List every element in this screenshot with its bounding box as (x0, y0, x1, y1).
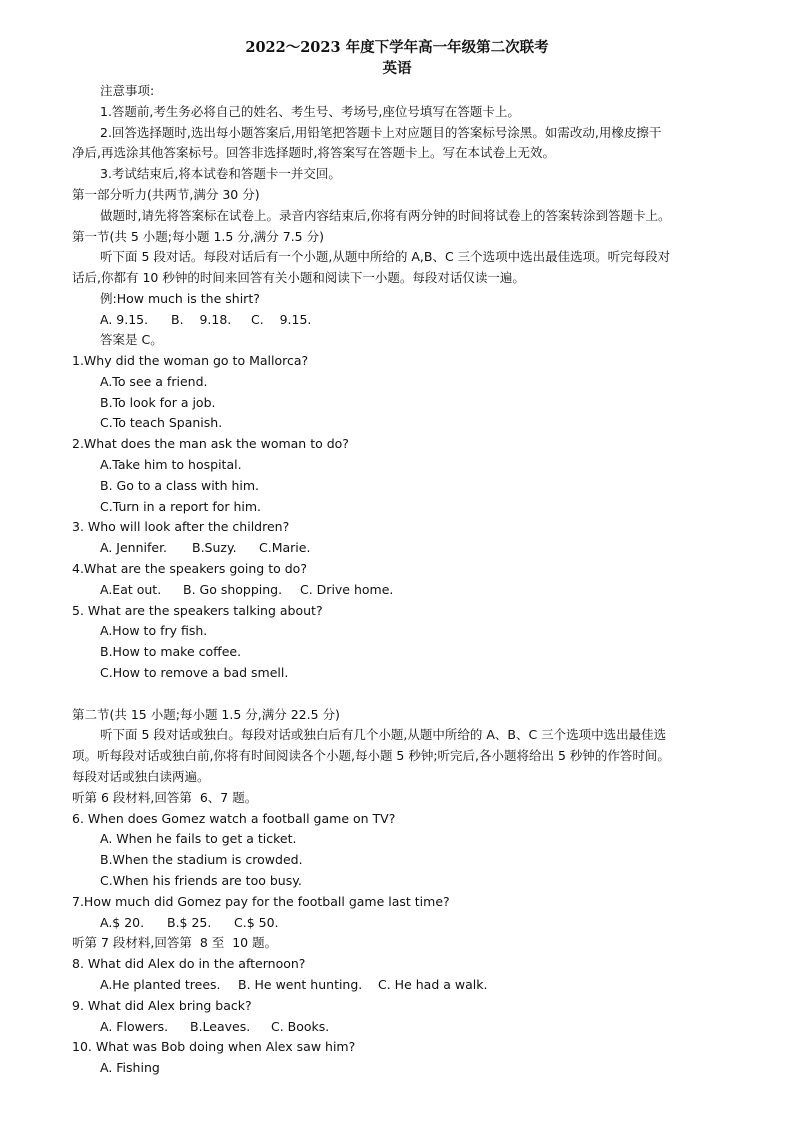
material-7-heading: 听第 7 段材料,回答第 8 至 10 题。 (72, 935, 278, 950)
section2-instruction: 听下面 5 段对话或独白。每段对话或独白后有几个小题,从题中所给的 A、B、C 三个选项中选出最佳选 (100, 727, 667, 742)
q6-option-b: B.When the stadium is crowded. (100, 852, 303, 867)
question-1: 1.Why did the woman go to Mallorca? (72, 353, 309, 368)
notice-item-1: 1.答题前,考生务必将自己的姓名、考生号、考场号,座位号填写在答题卡上。 (100, 104, 520, 119)
q2-option-c: C.Turn in a report for him. (100, 499, 262, 514)
part1-heading: 第一部分听力(共两节,满分 30 分) (72, 187, 260, 202)
example-option-a: A. 9.15. (100, 312, 149, 327)
q3-option-b: B.Suzy. (192, 540, 237, 555)
q8-option-a: A.He planted trees. (100, 977, 221, 992)
q6-option-a: A. When he fails to get a ticket. (100, 831, 297, 846)
section1-instruction-cont: 话后,你都有 10 秒钟的时间来回答有关小题和阅读下一小题。每段对话仅读一遍。 (72, 270, 525, 285)
question-8: 8. What did Alex do in the afternoon? (72, 956, 306, 971)
q1-option-b: B.To look for a job. (100, 395, 216, 410)
q9-option-b: B.Leaves. (190, 1019, 251, 1034)
q8-option-c: C. He had a walk. (378, 977, 488, 992)
example-option-b: B. 9.18. (171, 312, 232, 327)
section2-heading: 第二节(共 15 小题;每小题 1.5 分,满分 22.5 分) (72, 707, 340, 722)
q9-option-a: A. Flowers. (100, 1019, 169, 1034)
exam-title: 2022～2023 年度下学年高一年级第二次联考 (245, 39, 549, 56)
q10-option-a: A. Fishing (100, 1060, 160, 1075)
example-option-c: C. 9.15. (251, 312, 312, 327)
section1-instruction: 听下面 5 段对话。每段对话后有一个小题,从题中所给的 A,B、C 三个选项中选出最佳选项。听完每段对 (100, 249, 671, 264)
notice-item-3: 3.考试结束后,将本试卷和答题卡一并交回。 (100, 166, 341, 181)
q2-option-b: B. Go to a class with him. (100, 478, 260, 493)
q6-option-c: C.When his friends are too busy. (100, 873, 302, 888)
example-answer: 答案是 C。 (100, 332, 163, 347)
q3-option-a: A. Jennifer. (100, 540, 168, 555)
q4-option-c: C. Drive home. (300, 582, 394, 597)
q7-option-c: C.$ 50. (234, 915, 279, 930)
q5-option-c: C.How to remove a bad smell. (100, 665, 289, 680)
q4-option-b: B. Go shopping. (183, 582, 283, 597)
notice-heading: 注意事项: (100, 83, 155, 98)
q9-option-c: C. Books. (271, 1019, 330, 1034)
question-6: 6. When does Gomez watch a football game on TV? (72, 811, 396, 826)
q5-option-a: A.How to fry fish. (100, 623, 208, 638)
q1-option-a: A.To see a friend. (100, 374, 208, 389)
question-3: 3. Who will look after the children? (72, 519, 290, 534)
section2-instruction-end: 每段对话或独白读两遍。 (72, 769, 210, 784)
q2-option-a: A.Take him to hospital. (100, 457, 242, 472)
section1-heading: 第一节(共 5 小题;每小题 1.5 分,满分 7.5 分) (72, 229, 324, 244)
question-10: 10. What was Bob doing when Alex saw him? (72, 1039, 356, 1054)
q7-option-b: B.$ 25. (167, 915, 212, 930)
material-6-heading: 听第 6 段材料,回答第 6、7 题。 (72, 790, 258, 805)
q3-option-c: C.Marie. (259, 540, 311, 555)
example-question: 例:How much is the shirt? (100, 291, 260, 306)
notice-item-2-cont: 净后,再选涂其他答案标号。回答非选择题时,将答案写在答题卡上。写在本试卷上无效。 (72, 145, 555, 160)
question-9: 9. What did Alex bring back? (72, 998, 252, 1013)
q4-option-a: A.Eat out. (100, 582, 162, 597)
question-5: 5. What are the speakers talking about? (72, 603, 323, 618)
q7-option-a: A.$ 20. (100, 915, 145, 930)
question-2: 2.What does the man ask the woman to do? (72, 436, 349, 451)
section2-instruction-cont: 项。听每段对话或独白前,你将有时间阅读各个小题,每小题 5 秒钟;听完后,各小题将给出 5 秒钟的作答时间。 (72, 748, 670, 763)
subject-title: 英语 (382, 60, 412, 77)
question-7: 7.How much did Gomez pay for the football game last time? (72, 894, 450, 909)
q5-option-b: B.How to make coffee. (100, 644, 242, 659)
question-4: 4.What are the speakers going to do? (72, 561, 307, 576)
part1-instruction: 做题时,请先将答案标在试卷上。录音内容结束后,你将有两分钟的时间将试卷上的答案转涂到答题卡上。 (100, 208, 671, 223)
q8-option-b: B. He went hunting. (238, 977, 363, 992)
q1-option-c: C.To teach Spanish. (100, 415, 223, 430)
notice-item-2: 2.回答选择题时,选出每小题答案后,用铅笔把答题卡上对应题目的答案标号涂黑。如需改动,用橡皮擦干 (100, 125, 662, 140)
